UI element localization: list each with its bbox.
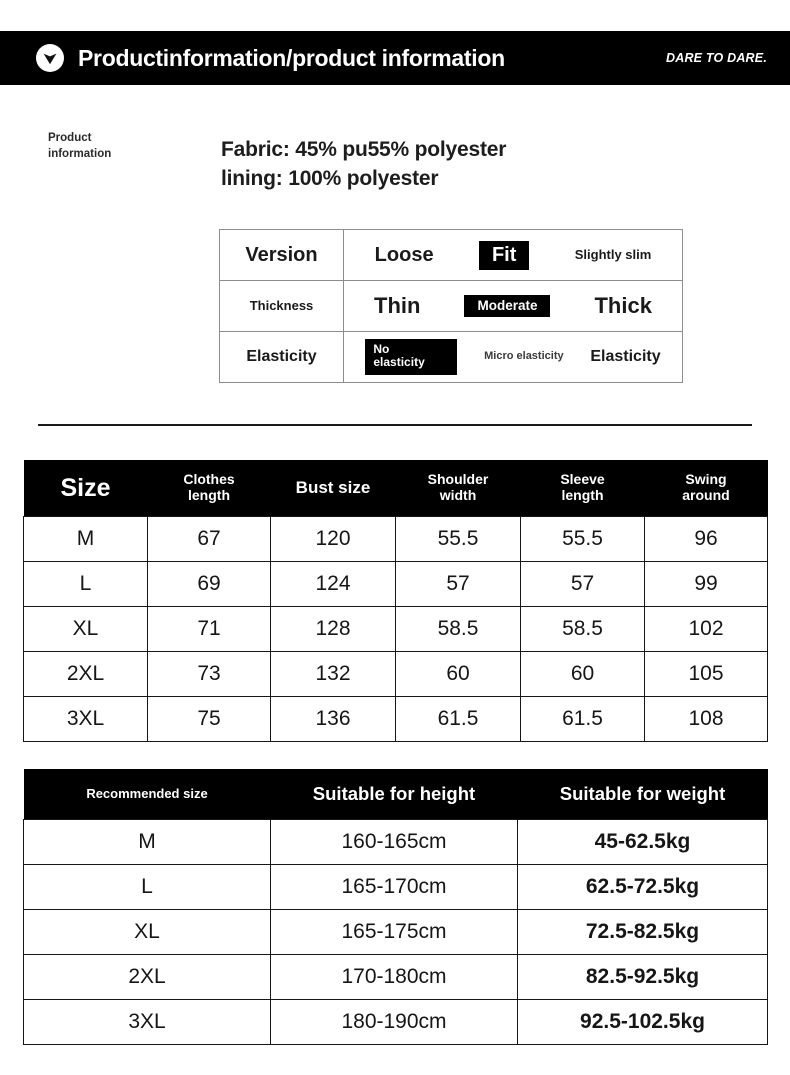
measurement-cell: 96: [645, 516, 768, 561]
option-elasticity-no-word: No: [373, 342, 390, 357]
recommend-size-cell: L: [24, 864, 271, 909]
measurement-cell: 60: [521, 651, 645, 696]
table-row: [24, 999, 768, 1044]
measurement-cell: 58.5: [396, 606, 521, 651]
measurement-cell: 61.5: [521, 696, 645, 741]
fabric-line-1: Fabric: 45% pu55% polyester: [221, 138, 507, 161]
size-cell: XL: [24, 606, 148, 651]
page-header: [0, 31, 790, 85]
measurement-cell: 102: [645, 606, 768, 651]
size-table-header-size: Size: [24, 460, 148, 516]
page-title: Productinformation/product information: [78, 44, 505, 71]
size-table-header-swing-around: Swing around: [645, 460, 768, 516]
option-version-slightly-slim[interactable]: Slightly slim: [574, 247, 652, 263]
attribute-row-thickness: [220, 281, 683, 332]
size-measurements-table: [23, 460, 768, 742]
size-table-header-bust-size: Bust size: [271, 460, 396, 516]
attribute-label-version: Version: [220, 230, 344, 281]
measurement-cell: 108: [645, 696, 768, 741]
attribute-row-elasticity: [220, 332, 683, 383]
measurement-cell: 58.5: [521, 606, 645, 651]
option-elasticity-micro-elasticity[interactable]: Micro elasticity: [484, 350, 564, 363]
option-elasticity-no-elasticity-selected[interactable]: [365, 339, 457, 374]
recommend-height-cell: 165-170cm: [271, 864, 518, 909]
size-table-body: [24, 516, 768, 741]
recommend-height-cell: 165-175cm: [271, 909, 518, 954]
measurement-cell: 60: [396, 651, 521, 696]
recommend-size-cell: XL: [24, 909, 271, 954]
option-elasticity-elasticity[interactable]: Elasticity: [590, 347, 661, 365]
option-thickness-thin[interactable]: Thin: [374, 293, 421, 319]
measurement-cell: 57: [521, 561, 645, 606]
table-row: [24, 954, 768, 999]
measurement-cell: 136: [271, 696, 396, 741]
recommend-height-cell: 170-180cm: [271, 954, 518, 999]
recommend-weight-cell: 62.5-72.5kg: [518, 864, 768, 909]
size-cell: L: [24, 561, 148, 606]
measurement-cell: 71: [148, 606, 271, 651]
measurement-cell: 128: [271, 606, 396, 651]
recommend-weight-cell: 72.5-82.5kg: [518, 909, 768, 954]
measurement-cell: 75: [148, 696, 271, 741]
recommend-weight-cell: 92.5-102.5kg: [518, 999, 768, 1044]
measurement-cell: 55.5: [521, 516, 645, 561]
measurement-cell: 69: [148, 561, 271, 606]
size-table-header-clothes-length: Clothes length: [148, 460, 271, 516]
measurement-cell: 67: [148, 516, 271, 561]
option-elasticity-elasticity-word: elasticity: [373, 355, 425, 369]
section-label-line2: information: [48, 147, 112, 160]
size-recommendation-table: [23, 769, 768, 1045]
measurement-cell: 124: [271, 561, 396, 606]
recommend-height-cell: 160-165cm: [271, 819, 518, 864]
attribute-row-version: [220, 230, 683, 281]
attribute-label-thickness: Thickness: [220, 281, 344, 332]
chevron-down-circle-icon: [36, 44, 64, 72]
brand-slogan: DARE TO DARE.: [666, 51, 767, 65]
measurement-cell: 57: [396, 561, 521, 606]
size-table-header-row: [24, 460, 768, 516]
attributes-table: [219, 229, 683, 383]
table-row: [24, 606, 768, 651]
recommend-size-cell: M: [24, 819, 271, 864]
measurement-cell: 120: [271, 516, 396, 561]
attribute-options-thickness: [344, 281, 683, 332]
table-row: [24, 696, 768, 741]
size-cell: M: [24, 516, 148, 561]
fabric-composition: [221, 136, 506, 194]
recommend-header-size: Recommended size: [24, 769, 271, 819]
size-cell: 2XL: [24, 651, 148, 696]
measurement-cell: 61.5: [396, 696, 521, 741]
option-version-fit-selected[interactable]: Fit: [479, 241, 529, 270]
attribute-options-elasticity: [344, 332, 683, 383]
fabric-line-2: lining: 100% polyester: [221, 166, 439, 190]
table-row: [24, 909, 768, 954]
section-label-line1: Product: [48, 132, 92, 144]
table-row: [24, 561, 768, 606]
recommend-height-cell: 180-190cm: [271, 999, 518, 1044]
size-table-header-shoulder-width: Shoulder width: [396, 460, 521, 516]
attribute-label-elasticity: Elasticity: [220, 332, 344, 383]
option-thickness-thick[interactable]: Thick: [594, 293, 652, 319]
recommend-weight-cell: 82.5-92.5kg: [518, 954, 768, 999]
option-version-loose[interactable]: Loose: [374, 243, 434, 266]
size-cell: 3XL: [24, 696, 148, 741]
recommend-header-weight: Suitable for weight: [518, 769, 768, 819]
recommend-header-height: Suitable for height: [271, 769, 518, 819]
table-row: [24, 516, 768, 561]
section-label-product-information: [48, 131, 158, 162]
option-thickness-moderate-selected[interactable]: Moderate: [464, 295, 550, 317]
recommend-table-body: [24, 819, 768, 1044]
recommend-size-cell: 2XL: [24, 954, 271, 999]
measurement-cell: 105: [645, 651, 768, 696]
measurement-cell: 99: [645, 561, 768, 606]
measurement-cell: 55.5: [396, 516, 521, 561]
attribute-options-version: [344, 230, 683, 281]
recommend-table-header-row: [24, 769, 768, 819]
recommend-weight-cell: 45-62.5kg: [518, 819, 768, 864]
table-row: [24, 864, 768, 909]
measurement-cell: 132: [271, 651, 396, 696]
table-row: [24, 819, 768, 864]
recommend-size-cell: 3XL: [24, 999, 271, 1044]
section-divider: [38, 424, 752, 426]
size-table-header-sleeve-length: Sleeve length: [521, 460, 645, 516]
measurement-cell: 73: [148, 651, 271, 696]
table-row: [24, 651, 768, 696]
